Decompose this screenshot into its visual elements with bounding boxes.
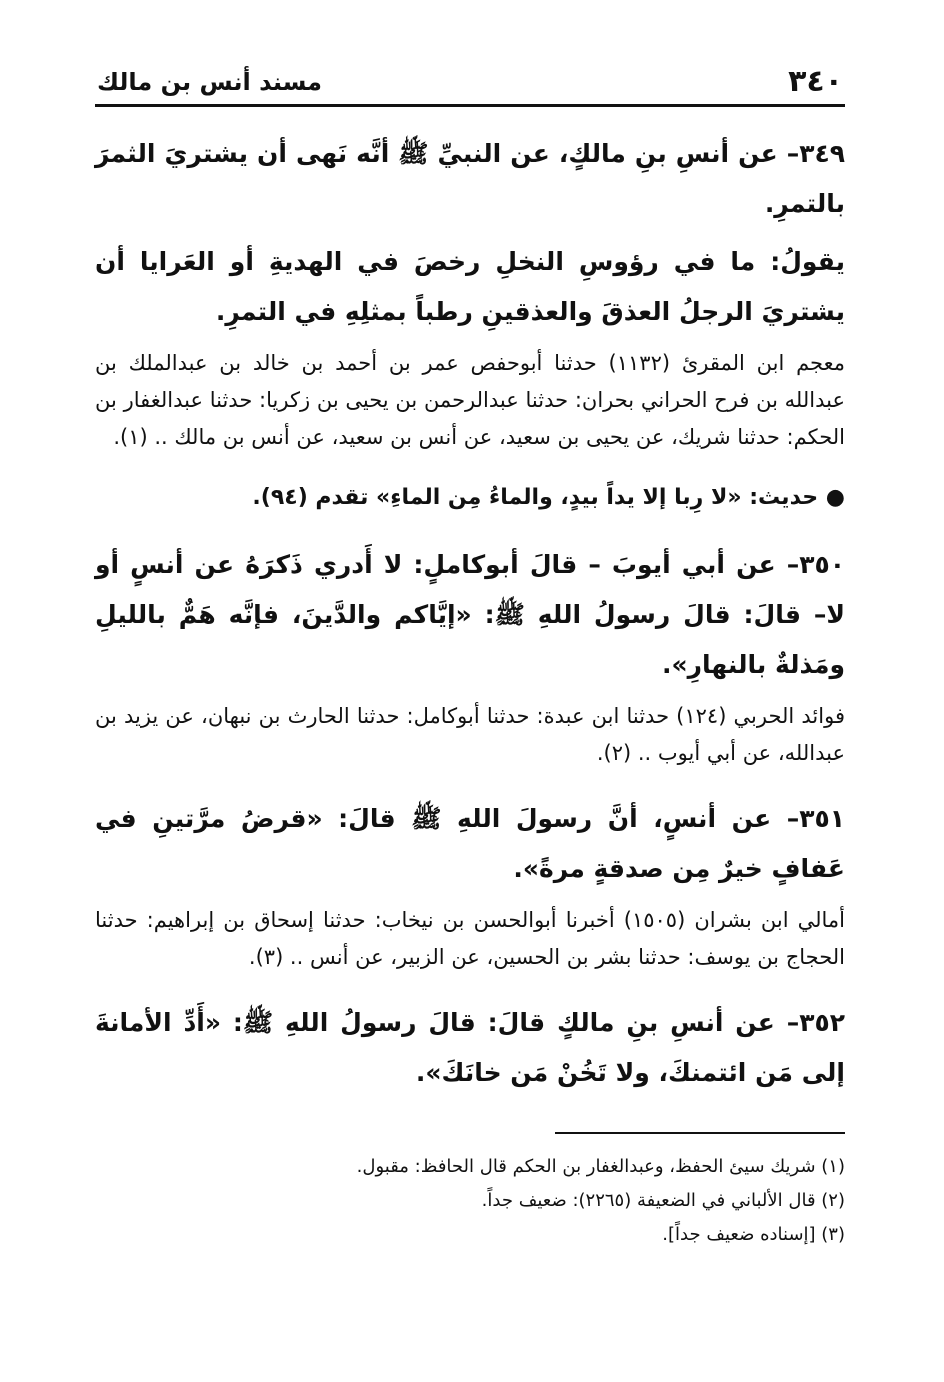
hadith-349-continuation: يقولُ: ما في رؤوسِ النخلِ رخصَ في الهديةِ أو العَرايا أن يشتريَ الرجلُ العذقَ والعذقينِ رطباً بمثلِهِ في التمرِ. [95,247,845,326]
hadith-352: ٣٥٢– عن أنسِ بنِ مالكٍ قالَ: قالَ رسولُ اللهِ ﷺ: «أَدِّ الأمانةَ إلى مَن ائتمنكَ، ولا تَخُنْ مَن خانَكَ». [95,1008,845,1087]
source-351: أمالي ابن بشران (١٥٠٥) أخبرنا أبوالحسن بن نيخاب: حدثنا إسحاق بن إبراهيم: حدثنا الحجاج بن يوسف: حدثنا بشر بن الحسين، عن الزبير، عن أنس .. (٣). [95,908,845,969]
source-350: فوائد الحربي (١٢٤) حدثنا ابن عبدة: حدثنا أبوكامل: حدثنا الحارث بن نبهان، عن يزيد بن عبدالله، عن أبي أيوب .. (٢). [95,704,845,765]
footnote-rule [555,1132,845,1134]
running-title: مسند أنس بن مالك [97,68,323,96]
hadith-351: ٣٥١– عن أنسٍ، أنَّ رسولَ اللهِ ﷺ قالَ: «قرضُ مرَّتينِ في عَفافٍ خيرٌ مِن صدقةٍ مرةً». [95,804,845,883]
source-349: معجم ابن المقرئ (١١٣٢) حدثنا أبوحفص عمر بن أحمد بن خالد بن عبدالملك بن عبدالله بن فرح الحراني بحران: حدثنا عبدالرحمن بن يحيى بن زكريا: حدثنا عبدالغفار بن الحكم: حدثنا شريك، عن يحيى بن سعيد، عن أنس بن سعيد، عن أنس بن مالك .. (١). [95,351,845,449]
footnote-3: (٣) [إسناده ضعيف جداً]. [662,1224,845,1245]
footnotes [95,1150,845,1252]
footnote-2: (٢) قال الألباني في الضعيفة (٢٢٦٥): ضعيف جداً. [481,1190,845,1211]
hadith-350: ٣٥٠– عن أبي أيوبَ – قالَ أبوكاملٍ: لا أَدري ذَكرَهُ عن أنسٍ أو لا– قالَ: قالَ رسولُ اللهِ ﷺ: «إيَّاكم والدَّينَ، فإنَّه هَمٌّ بالليلِ ومَذلةٌ بالنهارِ». [95,550,845,679]
footnote-1: (١) شريك سيئ الحفظ، وعبدالغفار بن الحكم قال الحافظ: مقبول. [356,1156,845,1177]
page-number: ٣٤٠ [788,64,843,99]
cross-reference: ● حديث: «لا رِبا إلا يداً بيدٍ، والماءُ مِن الماءِ» تقدم (٩٤). [252,485,845,510]
page-body [95,129,845,1098]
page-header [95,60,845,107]
book-page [95,60,845,1252]
hadith-349: ٣٤٩– عن أنسِ بنِ مالكٍ، عن النبيِّ ﷺ أنَّه نَهى أن يشتريَ الثمرَ بالتمرِ. [95,139,845,218]
